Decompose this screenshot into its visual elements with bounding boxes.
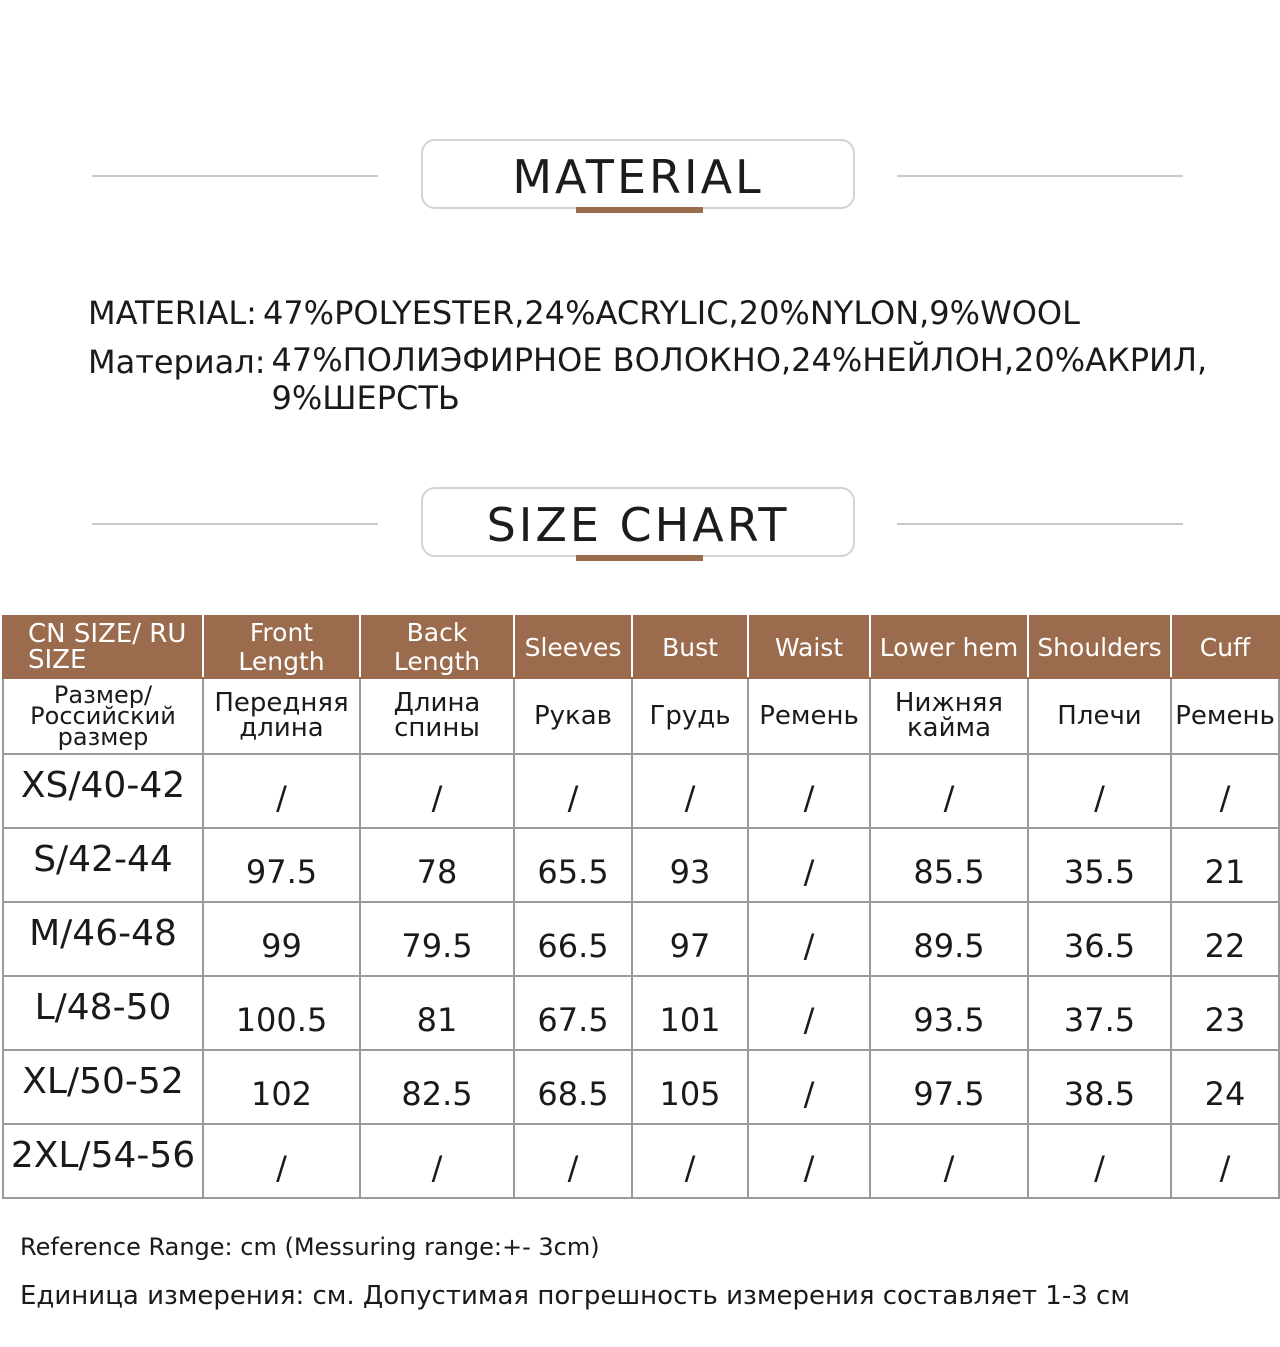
size-chart-section-header — [0, 487, 1280, 567]
table-cell: 97 — [632, 902, 748, 976]
table-cell: 85.5 — [870, 828, 1028, 902]
material-ru-row — [88, 341, 1248, 417]
material-ru-label: Материал: — [88, 343, 266, 381]
material-ru-line2: 9%ШЕРСТЬ — [271, 379, 460, 417]
table-cell: / — [870, 754, 1028, 828]
table-row — [3, 976, 1279, 1050]
table-cell: 35.5 — [1028, 828, 1171, 902]
section-title: SIZE CHART — [486, 498, 790, 552]
divider-right — [897, 175, 1183, 177]
header-cell: Waist — [748, 616, 870, 678]
material-ru-value — [266, 341, 1208, 417]
header-cell: Плечи — [1028, 678, 1171, 754]
table-cell: 79.5 — [360, 902, 514, 976]
size-cell: M/46-48 — [3, 902, 203, 976]
table-cell: 22 — [1171, 902, 1279, 976]
header-cell: Shoulders — [1028, 616, 1171, 678]
table-cell: / — [748, 1050, 870, 1124]
table-cell: 37.5 — [1028, 976, 1171, 1050]
table-cell: 82.5 — [360, 1050, 514, 1124]
header-box — [421, 139, 855, 209]
table-cell: 93 — [632, 828, 748, 902]
table-cell: / — [1171, 754, 1279, 828]
table-cell: 89.5 — [870, 902, 1028, 976]
header-cell: Front Length — [203, 616, 360, 678]
table-cell: / — [870, 1124, 1028, 1198]
table-cell: 36.5 — [1028, 902, 1171, 976]
table-cell: / — [748, 976, 870, 1050]
header-cell: Ремень — [1171, 678, 1279, 754]
table-row — [3, 828, 1279, 902]
header-cell: Рукав — [514, 678, 632, 754]
table-cell: 23 — [1171, 976, 1279, 1050]
table-cell: / — [360, 1124, 514, 1198]
material-composition — [88, 292, 1248, 417]
header-box — [421, 487, 855, 557]
table-cell: / — [748, 754, 870, 828]
header-cell: CN SIZE/ RU SIZE — [3, 616, 203, 678]
header-cell: Размер/ Российский размер — [3, 678, 203, 754]
table-row — [3, 1124, 1279, 1198]
table-cell: 102 — [203, 1050, 360, 1124]
section-title: MATERIAL — [512, 150, 764, 204]
divider-right — [897, 523, 1183, 525]
header-cell: Длина спины — [360, 678, 514, 754]
header-cell: Нижняя кайма — [870, 678, 1028, 754]
table-row — [3, 754, 1279, 828]
title-underline — [576, 555, 703, 561]
table-cell: / — [360, 754, 514, 828]
header-cell: Lower hem — [870, 616, 1028, 678]
table-cell: 67.5 — [514, 976, 632, 1050]
table-cell: 66.5 — [514, 902, 632, 976]
measurement-tolerance-note: Единица измерения: см. Допустимая погрешность измерения составляет 1-3 см — [20, 1281, 1130, 1311]
title-underline — [576, 207, 703, 213]
table-cell: 97.5 — [203, 828, 360, 902]
table-cell: / — [632, 754, 748, 828]
divider-left — [92, 523, 378, 525]
material-en-row — [88, 292, 1248, 335]
header-cell: Грудь — [632, 678, 748, 754]
material-en-label: MATERIAL: — [88, 294, 257, 332]
header-cell: Sleeves — [514, 616, 632, 678]
size-cell: 2XL/54-56 — [3, 1124, 203, 1198]
header-cell: Cuff — [1171, 616, 1279, 678]
table-cell: 99 — [203, 902, 360, 976]
reference-range-note: Reference Range: cm (Messuring range:+- 3cm) — [20, 1233, 600, 1261]
table-cell: 65.5 — [514, 828, 632, 902]
table-cell: 97.5 — [870, 1050, 1028, 1124]
material-section-header — [0, 139, 1280, 219]
header-cell: Ремень — [748, 678, 870, 754]
table-cell: / — [748, 902, 870, 976]
table-cell: 21 — [1171, 828, 1279, 902]
table-cell: / — [203, 754, 360, 828]
table-header-ru — [3, 678, 1279, 754]
table-cell: / — [203, 1124, 360, 1198]
table-cell: / — [632, 1124, 748, 1198]
table-cell: / — [514, 754, 632, 828]
table-cell: 78 — [360, 828, 514, 902]
table-header-en — [3, 616, 1279, 678]
table-cell: 101 — [632, 976, 748, 1050]
table-cell: 93.5 — [870, 976, 1028, 1050]
size-cell: XS/40-42 — [3, 754, 203, 828]
header-cell: Передняя длина — [203, 678, 360, 754]
size-cell: XL/50-52 — [3, 1050, 203, 1124]
header-cell: Back Length — [360, 616, 514, 678]
table-row — [3, 1050, 1279, 1124]
table-row — [3, 902, 1279, 976]
table-cell: / — [748, 828, 870, 902]
divider-left — [92, 175, 378, 177]
table-cell: 68.5 — [514, 1050, 632, 1124]
size-chart-table — [2, 615, 1280, 1199]
table-cell: 24 — [1171, 1050, 1279, 1124]
table-cell: / — [1028, 1124, 1171, 1198]
size-cell: L/48-50 — [3, 976, 203, 1050]
table-cell: / — [748, 1124, 870, 1198]
table-cell: 100.5 — [203, 976, 360, 1050]
table-cell: 81 — [360, 976, 514, 1050]
material-en-value: 47%POLYESTER,24%ACRYLIC,20%NYLON,9%WOOL — [262, 294, 1080, 332]
table-cell: / — [1028, 754, 1171, 828]
table-cell: / — [1171, 1124, 1279, 1198]
table-cell: 105 — [632, 1050, 748, 1124]
material-ru-line1: 47%ПОЛИЭФИРНОЕ ВОЛОКНО,24%НЕЙЛОН,20%АКРИЛ, — [271, 341, 1208, 379]
header-cell: Bust — [632, 616, 748, 678]
size-cell: S/42-44 — [3, 828, 203, 902]
table-cell: / — [514, 1124, 632, 1198]
table-cell: 38.5 — [1028, 1050, 1171, 1124]
